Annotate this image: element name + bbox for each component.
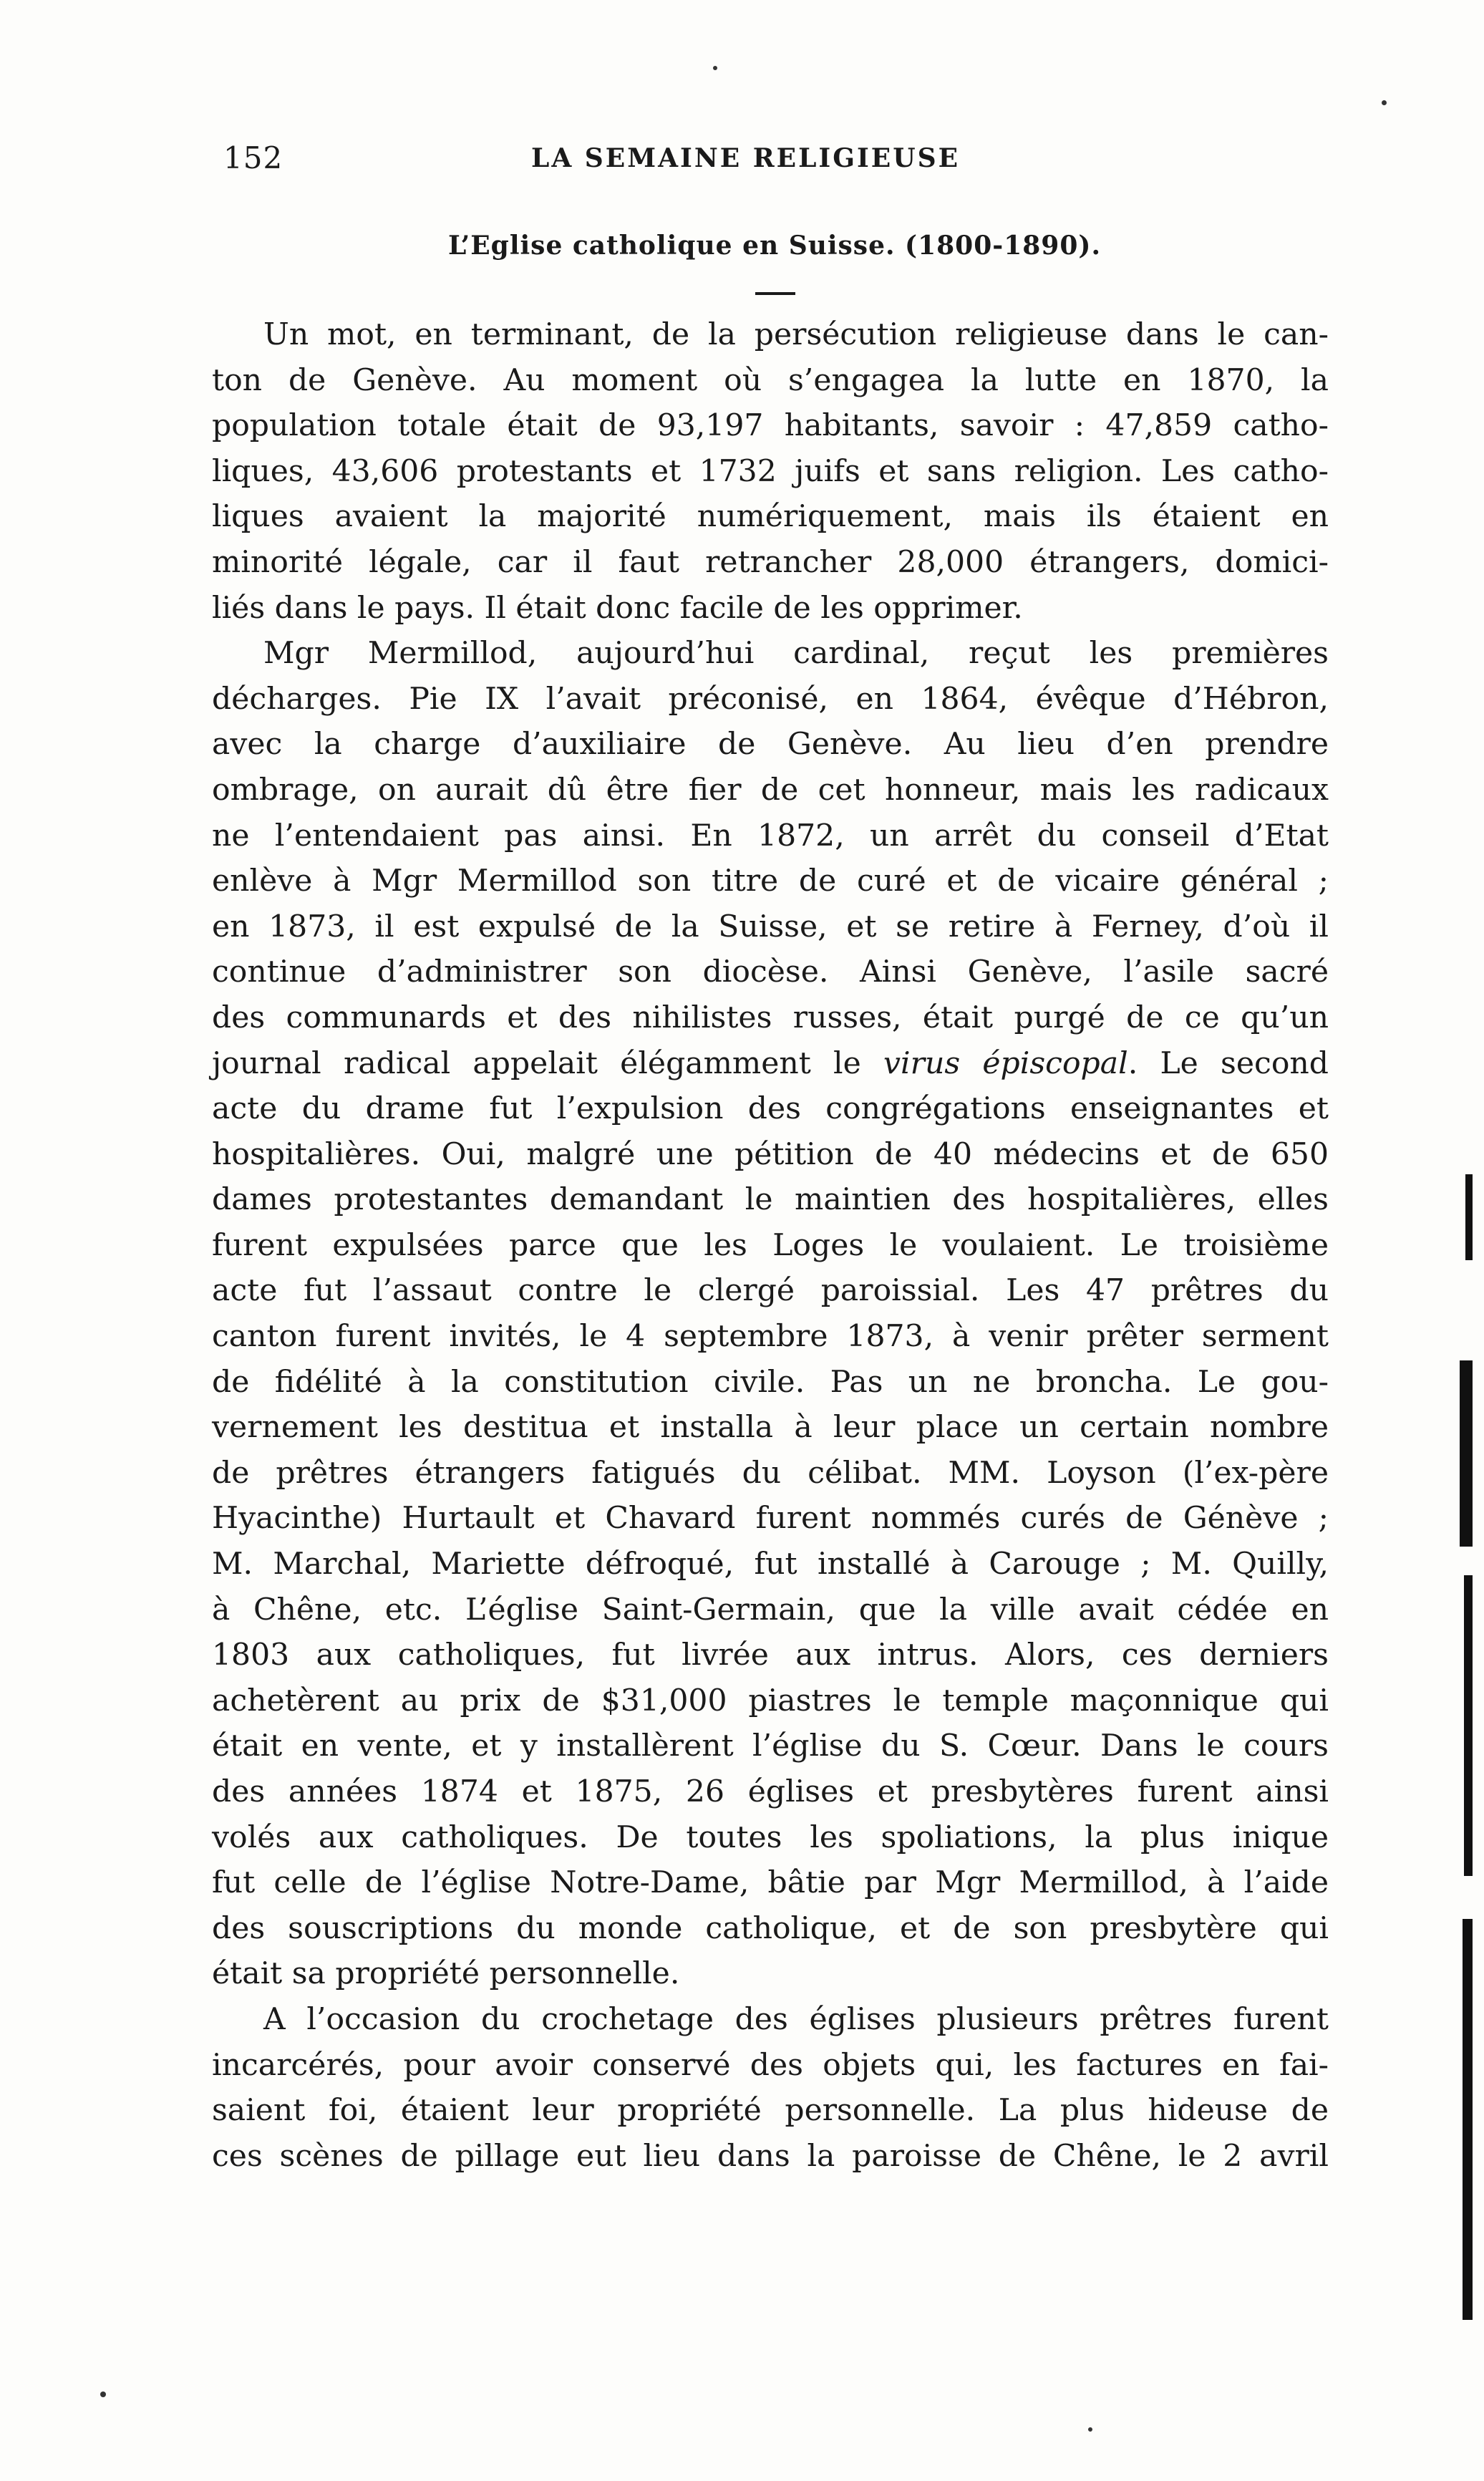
scan-speck bbox=[1382, 100, 1387, 105]
text-line: liés dans le pays. Il était donc facile de les opprimer. bbox=[212, 590, 1023, 626]
text-line: décharges. Pie IX l’avait préconisé, en 1864, évêque d’Hébron, bbox=[212, 681, 1329, 717]
text-line: hospitalières. Oui, malgré une pétition de 40 médecins et de 650 bbox=[212, 1136, 1329, 1172]
text-line: 1803 aux catholiques, fut livrée aux intrus. Alors, ces derniers bbox=[212, 1638, 1329, 1673]
text-line: était sa propriété personnelle. bbox=[212, 1956, 680, 1992]
text-line: à Chêne, etc. L’église Saint-Germain, que la ville avait cédée en bbox=[212, 1592, 1329, 1628]
text-line: volés aux catholiques. De toutes les spoliations, la plus inique bbox=[212, 1819, 1329, 1855]
text-line: saient foi, étaient leur propriété personnelle. La plus hideuse de bbox=[212, 2093, 1329, 2129]
text-line: des années 1874 et 1875, 26 églises et presbytères furent ainsi bbox=[212, 1774, 1329, 1809]
scan-speck bbox=[1088, 2427, 1092, 2432]
text-line: acte fut l’assaut contre le clergé paroissial. Les 47 prêtres du bbox=[212, 1273, 1329, 1309]
text-line: continue d’administrer son diocèse. Ainsi Genève, l’asile sacré bbox=[212, 954, 1329, 990]
scan-edge-mark bbox=[1464, 1575, 1473, 1876]
title-separator-dash bbox=[755, 292, 795, 295]
paragraph-2 bbox=[212, 631, 1329, 1997]
paragraph-1 bbox=[212, 312, 1329, 631]
page-header bbox=[223, 140, 1326, 190]
text-line: liques avaient la majorité numériquement, mais ils étaient en bbox=[212, 499, 1329, 535]
text-line: canton furent invités, le 4 septembre 1873, à venir prêter serment bbox=[212, 1319, 1329, 1355]
text-line: de fidélité à la constitution civile. Pas un ne broncha. Le gou- bbox=[212, 1364, 1329, 1400]
text-line: M. Marchal, Mariette défroqué, fut installé à Carouge ; M. Quilly, bbox=[212, 1547, 1329, 1582]
scan-speck bbox=[100, 2391, 106, 2397]
text-line: acte du drame fut l’expulsion des congrégations enseignantes et bbox=[212, 1091, 1329, 1127]
text-line: Mgr Mermillod, aujourd’hui cardinal, reçut les premières bbox=[263, 636, 1329, 672]
text-line: de prêtres étrangers fatigués du célibat. MM. Loyson (l’ex-père bbox=[212, 1455, 1329, 1491]
text-line: achetèrent au prix de $31,000 piastres le temple maçonnique qui bbox=[212, 1683, 1329, 1718]
article-title: L’Eglise catholique en Suisse. (1800-1890). bbox=[448, 231, 1101, 261]
scan-edge-mark bbox=[1463, 1919, 1473, 2320]
text-line: Hyacinthe) Hurtault et Chavard furent nommés curés de Génève ; bbox=[212, 1501, 1329, 1537]
text-line: ne l’entendaient pas ainsi. En 1872, un arrêt du conseil d’Etat bbox=[212, 818, 1329, 853]
scan-edge-mark bbox=[1465, 1174, 1473, 1260]
article-body bbox=[212, 312, 1329, 2179]
text-line: ombrage, on aurait dû être fier de cet honneur, mais les radicaux bbox=[212, 772, 1329, 808]
text-line: population totale était de 93,197 habitants, savoir : 47,859 catho- bbox=[212, 408, 1329, 444]
text-line: ton de Genève. Au moment où s’engagea la lutte en 1870, la bbox=[212, 362, 1329, 398]
text-line: des souscriptions du monde catholique, et de son presbytère qui bbox=[212, 1910, 1329, 1946]
text-line: liques, 43,606 protestants et 1732 juifs et sans religion. Les catho- bbox=[212, 453, 1329, 489]
text-line: furent expulsées parce que les Loges le voulaient. Le troisième bbox=[212, 1227, 1329, 1263]
text-line: avec la charge d’auxiliaire de Genève. Au lieu d’en prendre bbox=[212, 727, 1329, 763]
text-line: en 1873, il est expulsé de la Suisse, et se retire à Ferney, d’où il bbox=[212, 909, 1329, 944]
text-line: vernement les destitua et installa à leur place un certain nombre bbox=[212, 1410, 1329, 1446]
text-line: fut celle de l’église Notre-Dame, bâtie par Mgr Mermillod, à l’aide bbox=[212, 1865, 1329, 1901]
text-line: des communards et des nihilistes russes, était purgé de ce qu’un bbox=[212, 1000, 1329, 1035]
text-line: journal radical appelait élégamment le virus épiscopal. Le second bbox=[212, 1045, 1329, 1081]
text-line: minorité légale, car il faut retrancher 28,000 étrangers, domici- bbox=[212, 544, 1329, 580]
text-line: était en vente, et y installèrent l’église du S. Cœur. Dans le cours bbox=[212, 1728, 1329, 1764]
text-line: ces scènes de pillage eut lieu dans la paroisse de Chêne, le 2 avril bbox=[212, 2138, 1329, 2174]
text-line: Un mot, en terminant, de la persécution religieuse dans le can- bbox=[263, 317, 1329, 352]
text-line: enlève à Mgr Mermillod son titre de curé et de vicaire général ; bbox=[212, 864, 1329, 899]
running-title: LA SEMAINE RELIGIEUSE bbox=[531, 143, 961, 173]
paragraph-3 bbox=[212, 1997, 1329, 2179]
scan-speck bbox=[713, 66, 717, 70]
page-number: 152 bbox=[223, 140, 283, 175]
text-line: dames protestantes demandant le maintien des hospitalières, elles bbox=[212, 1182, 1329, 1218]
italic-phrase: virus épiscopal bbox=[883, 1045, 1128, 1081]
text-line: A l’occasion du crochetage des églises plusieurs prêtres furent bbox=[263, 2001, 1329, 2037]
text-line: incarcérés, pour avoir conservé des objets qui, les factures en fai- bbox=[212, 2047, 1329, 2083]
scan-edge-mark bbox=[1460, 1360, 1473, 1547]
